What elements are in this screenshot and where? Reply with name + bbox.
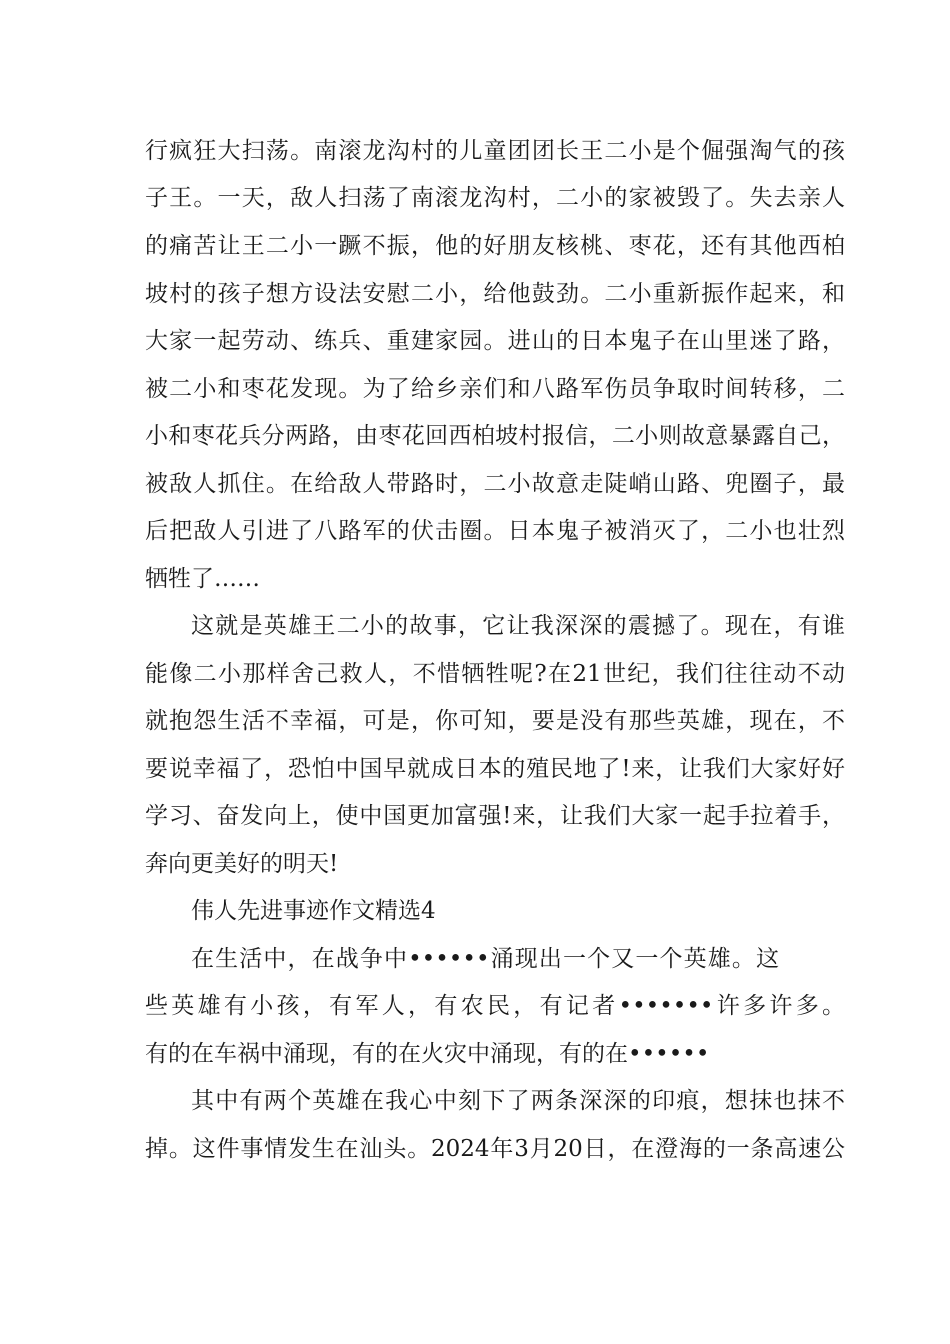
paragraph-first-line: 在生活中，在战争中••••••涌现出一个又一个英雄。这 (191, 946, 779, 972)
body-text-line: 大家一起劳动、练兵、重建家园。进山的日本鬼子在山里迷了路， (145, 328, 845, 354)
body-text-line: 就抱怨生活不幸福，可是，你可知，要是没有那些英雄，现在，不 (145, 708, 845, 734)
body-text-line: 的痛苦让王二小一蹶不振，他的好朋友核桃、枣花，还有其他西柏 (145, 233, 845, 259)
body-text-line: 被敌人抓住。在给敌人带路时，二小故意走陡峭山路、兜圈子，最 (145, 471, 845, 497)
body-text-line: 后把敌人引进了八路军的伏击圈。日本鬼子被消灭了，二小也壮烈 (145, 518, 845, 544)
body-text-line: 奔向更美好的明天! (145, 851, 339, 877)
body-text-line: 些英雄有小孩，有军人，有农民，有记者•••••••许多许多。 (145, 993, 845, 1019)
body-text-line: 小和枣花兵分两路，由枣花回西柏坡村报信，二小则故意暴露自己， (145, 423, 845, 449)
paragraph-first-line: 其中有两个英雄在我心中刻下了两条深深的印痕，想抹也抹不 (191, 1088, 845, 1114)
body-text-line: 学习、奋发向上，使中国更加富强!来，让我们大家一起手拉着手， (145, 803, 845, 829)
body-text-line: 掉。这件事情发生在汕头。2024年3月20日，在澄海的一条高速公 (145, 1136, 845, 1162)
body-text-line: 要说幸福了，恐怕中国早就成日本的殖民地了!来，让我们大家好好 (145, 756, 845, 782)
body-text-line: 子王。一天，敌人扫荡了南滚龙沟村，二小的家被毁了。失去亲人 (145, 185, 845, 211)
section-heading: 伟人先进事迹作文精选4 (191, 898, 436, 924)
body-text-line: 牺牲了…… (145, 566, 260, 592)
body-text-line: 有的在车祸中涌现，有的在火灾中涌现，有的在•••••• (145, 1041, 710, 1067)
body-text-line: 被二小和枣花发现。为了给乡亲们和八路军伤员争取时间转移，二 (145, 376, 845, 402)
body-text-line: 坡村的孩子想方设法安慰二小，给他鼓劲。二小重新振作起来，和 (145, 281, 845, 307)
paragraph-first-line: 这就是英雄王二小的故事，它让我深深的震撼了。现在，有谁 (191, 613, 845, 639)
body-text-line: 能像二小那样舍己救人，不惜牺牲呢?在21世纪，我们往往动不动 (145, 661, 845, 687)
body-text-line: 行疯狂大扫荡。南滚龙沟村的儿童团团长王二小是个倔强淘气的孩 (145, 138, 845, 164)
